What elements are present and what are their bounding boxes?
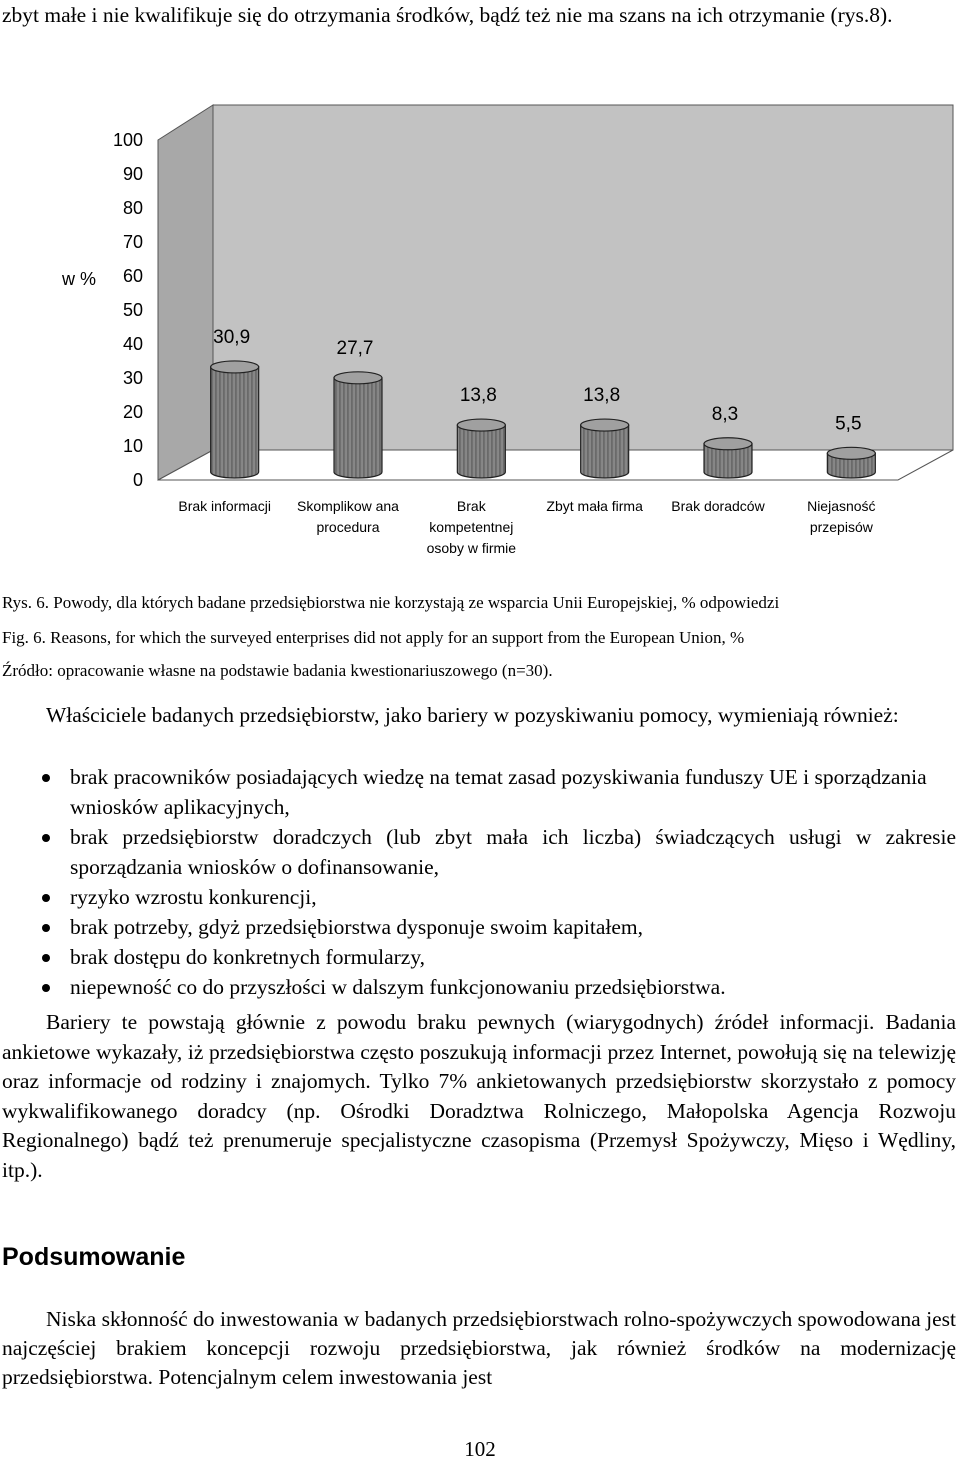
bar [211,361,259,478]
bar [581,419,629,478]
y-tick-label: 90 [122,164,143,184]
bar [334,372,382,478]
bullet-icon [42,774,50,782]
bar-value-label: 27,7 [336,337,374,359]
paragraph-barriers-sources: Bariery te powstają głównie z powodu braku pewnych (wiarygodnych) źródeł informacji. Badania ankietowe wykazały, iż przedsiębiorstwa często poszukują informacji przez Internet, powołują się na telewizję oraz informacje od rodziny i znajomych. Tylko 7% ankietowanych przedsiębiorstw skorzystało z pomocy wykwalifikowanego doradcy (np. Ośrodki Doradztwa Rolniczego, Małopolska Agencja Rozwoju Regionalnego) bądź też prenumeruje specjalistyczne czasopisma (Przemysł Spożywczy, Mięso i Wędliny, itp.). [2,1010,956,1182]
list-item: niepewność co do przyszłości w dalszym funkcjonowaniu przedsiębiorstwa. [2,972,956,1002]
y-axis-label: w % [62,269,97,289]
x-tick-label: Brak doradców [671,498,765,514]
y-tick-label: 0 [132,470,143,490]
y-tick-label: 30 [122,368,143,388]
y-tick-label: 50 [122,300,143,320]
bullet-icon [42,984,50,992]
page-number: 102 [464,1437,496,1461]
list-item: ryzyko wzrostu konkurencji, [2,882,956,912]
figure-caption-pl: Rys. 6. Powody, dla których badane przedsiębiorstwa nie korzystają ze wsparcia Unii Europejskiej, % odpowiedzi [2,593,780,612]
bar-value-label: 30,9 [213,326,251,348]
paragraph-summary: Niska skłonność do inwestowania w badanych przedsiębiorstwach rolno-spożywczych spowodowana jest najczęściej brakiem koncepcji rozwoju przedsiębiorstwa, jak również środków na modernizację przedsiębiorstwa. Potencjalnym celem inwestowania jest [2,1307,956,1389]
figure-source: Źródło: opracowanie własne na podstawie badania kwestionariuszowego (n=30). [2,661,553,680]
x-tick-label: Skomplikow ana procedura [297,498,399,535]
bar-value-label: 13,8 [583,385,621,407]
barriers-list [2,762,956,1002]
x-axis-labels [178,498,875,556]
x-tick-label: Brak informacji [178,498,271,514]
list-item: brak przedsiębiorstw doradczych (lub zbyt mała ich liczba) świadczących usługi w zakresie sporządzania wniosków o dofinansowanie, [2,822,956,882]
y-tick-label: 10 [122,436,143,456]
figure-caption-en: Fig. 6. Reasons, for which the surveyed enterprises did not apply for an support from the European Union, % [2,628,745,647]
bullet-icon [42,924,50,932]
y-tick-label: 70 [122,232,143,252]
bullet-icon [42,834,50,842]
y-tick-label: 40 [122,334,143,354]
bar-value-label: 8,3 [711,403,739,425]
bar [457,419,505,478]
list-item: brak potrzeby, gdyż przedsiębiorstwa dysponuje swoim kapitałem, [2,912,956,942]
bullet-icon [42,954,50,962]
bar [827,447,875,478]
x-tick-label: Niejasność przepisów [807,498,876,535]
y-tick-label: 20 [122,402,143,422]
section-heading: Podsumowanie [2,1243,186,1271]
chart-side-wall [158,105,213,480]
x-tick-label: Brak kompetentnej osoby w firmie [426,498,517,556]
y-tick-label: 60 [122,266,143,286]
y-tick-label: 100 [112,130,143,150]
y-tick-label: 80 [122,198,143,218]
bar [704,438,752,478]
bar-value-label: 13,8 [459,385,497,407]
bar-value-label: 5,5 [835,413,862,435]
x-tick-label: Zbyt mała firma [546,498,643,514]
bar-chart [0,95,960,565]
y-axis-ticks [113,130,143,490]
bullet-icon [42,894,50,902]
intro-paragraph: zbyt małe i nie kwalifikuje się do otrzymania środków, bądź też nie ma szans na ich otrzymanie (rys.8). [2,3,893,27]
list-item: brak pracowników posiadających wiedzę na temat zasad pozyskiwania funduszy UE i sporządzania wniosków aplikacyjnych, [2,762,956,822]
paragraph-barriers-intro: Właściciele badanych przedsiębiorstw, jako bariery w pozyskiwaniu pomocy, wymieniają również: [46,703,899,727]
list-item: brak dostępu do konkretnych formularzy, [2,942,956,972]
